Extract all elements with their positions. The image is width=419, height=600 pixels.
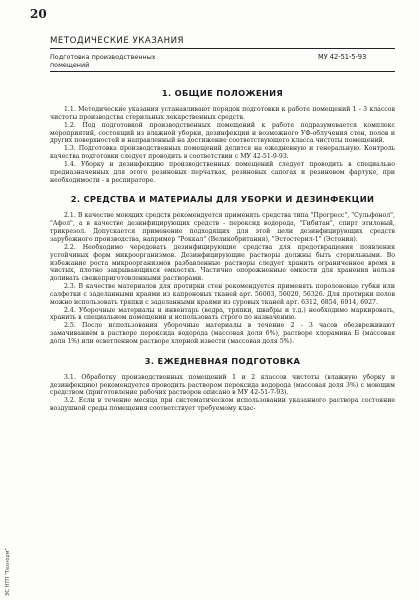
document-body <box>50 88 395 413</box>
paragraph-1-4: 1.4. Уборку и дезинфекцию производственных помещений следует проводить в специально предназначенных для этого резиновых перчатках, резиновых сапогах и резиновом фартуке, при необходимости - в респираторе. <box>50 160 395 184</box>
paragraph-2-3: 2.3. В качестве материалов для протирки стен рекомендуется применять поролоновые губки или салфетки с заделанными краями из капроновых тканей арт. 56003, 56020, 56326. Для протирки полов можно использовать тряпки с заделанными краями из суровых тканей арт. 6312, 6854, 6914, 6927. <box>50 283 395 306</box>
paragraph-1-2: 1.2. Под подготовкой производственных помещений к работе подразумевается комплекс мероприятий, состоящий из влажной уборки, дезинфекции и возможного УФ-облучения стен, полов и других поверхностей и направленный на достижение соответствующего класса чистоты помещений. <box>50 121 395 145</box>
section-title-1: 1. ОБЩИЕ ПОЛОЖЕНИЯ <box>161 88 284 98</box>
header-subtitle <box>50 53 250 69</box>
paragraph-2-4: 2.4. Уборочные материалы и инвентарь (ведра, тряпки, швабры и т.д.) необходимо маркировать, хранить в специальном помещении и использовать строго по назначению. <box>50 306 395 322</box>
header-subtitle-line1: Подготовка производственных <box>50 53 156 61</box>
paragraph-2-1: 2.1. В качестве моющих средств рекомендуется применять средства типа "Прогресс", "Сульфонол", "Афол", а в качестве дезинфицирующих средств - пероксид водорода, "Гибитан", спирт этиловый, трикрезол. Допускается применение подходящих для этой цели дезинфицирующих средств зарубежного производства, например "Роккал" (Великобритания), "Эстостерил-1" (Эстония). <box>50 212 395 243</box>
paragraph-2-5: 2.5. После использования уборочные материалы в течение 2 - 3 часов обезвреживают замачиванием в растворе пероксида водорода (массовая доля 6%), растворе хлорамина Б (массовая доля 1%) или осветленном растворе хлорной извести (массовая доля 5%). <box>50 322 395 345</box>
publisher-sidebar-mark <box>5 536 15 596</box>
paragraph-3-2: 3.2. Если в течение месяца при систематическом использовании указанного раствора состояние воздушной среды помещения соответствует требуемому клас- <box>50 397 395 413</box>
header-title: МЕТОДИЧЕСКИЕ УКАЗАНИЯ <box>50 36 184 46</box>
section-title-2: 2. СРЕДСТВА И МАТЕРИАЛЫ ДЛЯ УБОРКИ И ДЕЗИНФЕКЦИИ <box>70 194 375 205</box>
publisher-sidebar-text: ЭС НТП "Технорм" <box>5 548 11 596</box>
section-title-3: 3. ЕЖЕДНЕВНАЯ ПОДГОТОВКА <box>144 355 301 366</box>
header-rule-top <box>50 48 395 49</box>
page-number: 20 <box>30 7 47 21</box>
paragraph-3-1: 3.1. Обработку производственных помещений 1 и 2 классов чистоты (влажную уборку и дезинфекцию) рекомендуется проводить раствором пероксида водорода (массовая доля 3%) с моющим средством (приготовление рабочих растворов описано в МУ 42-51-7-93). <box>50 373 395 397</box>
paragraph-1-3: 1.3. Подготовка производственных помещений делится на ежедневную и генеральную. Контроль качества подготовки следует проводить в соответствии с МУ 42-51-9-93. <box>50 145 395 161</box>
paragraph-2-2: 2.2. Необходимо чередовать дезинфицирующие средства для предотвращения появления устойчивых форм микроорганизмов. Дезинфицирующие растворы должны быть стерильными. Во избежание роста микроорганизмов разбавленные растворы следует хранить ограниченное время в чистых, плотно закрывающихся емкостях. Частично опорожненные емкости для хранения нельзя доливать свежеприготовленными растворами. <box>50 243 395 283</box>
header-rule-bottom <box>50 71 395 72</box>
paragraph-1-1: 1.1. Методические указания устанавливают порядок подготовки к работе помещений 1 - 3 классов чистоты производства стерильных лекарственных средств. <box>50 106 395 121</box>
header-subtitle-line2: помещений <box>50 61 90 70</box>
document-code: МУ 42-51-5-93 <box>318 53 367 61</box>
